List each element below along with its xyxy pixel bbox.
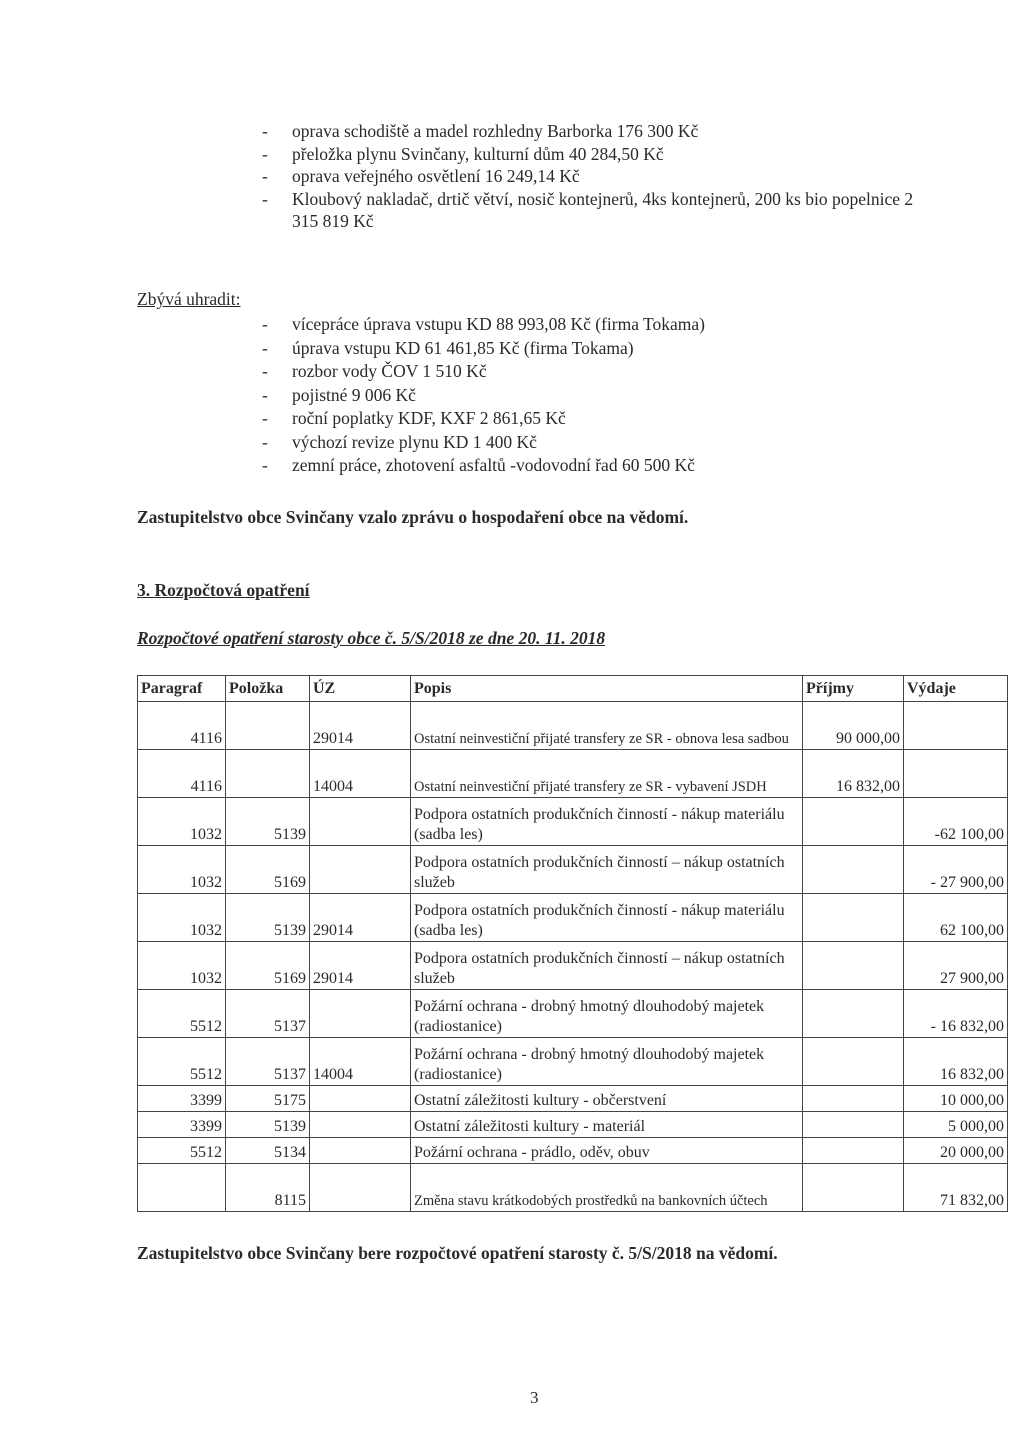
section-subtitle: Rozpočtové opatření starosty obce č. 5/S/2018 ze dne 20. 11. 2018 xyxy=(137,628,606,648)
cell-vydaje: - 27 900,00 xyxy=(904,846,1008,894)
table-row xyxy=(138,894,1008,942)
cell-vydaje xyxy=(904,702,1008,750)
cell-popis: Podpora ostatních produkčních činností - nákup materiálu (sadba les) xyxy=(411,894,803,942)
cell-vydaje: 20 000,00 xyxy=(904,1138,1008,1164)
cell-paragraf: 5512 xyxy=(138,990,226,1038)
cell-uz xyxy=(310,1086,411,1112)
cell-paragraf: 4116 xyxy=(138,750,226,798)
cell-prijmy xyxy=(803,1086,904,1112)
cell-popis: Požární ochrana - drobný hmotný dlouhodobý majetek (radiostanice) xyxy=(411,990,803,1038)
list-item: - oprava schodiště a madel rozhledny Barborka 176 300 Kč xyxy=(262,120,922,143)
remaining-label: Zbývá uhradit: xyxy=(137,289,241,309)
council-note: Zastupitelstvo obce Svinčany bere rozpočtové opatření starosty č. 5/S/2018 na vědomí. xyxy=(137,1243,778,1263)
table-row xyxy=(138,1164,1008,1212)
cell-uz: 29014 xyxy=(310,894,411,942)
section-title: 3. Rozpočtová opatření xyxy=(137,580,310,600)
cell-polozka: 8115 xyxy=(226,1164,310,1212)
council-note: Zastupitelstvo obce Svinčany vzalo zprávu o hospodaření obce na vědomí. xyxy=(137,507,689,527)
table-row xyxy=(138,990,1008,1038)
list-item: - výchozí revize plynu KD 1 400 Kč xyxy=(262,431,902,455)
list-item: - oprava veřejného osvětlení 16 249,14 Kč xyxy=(262,165,922,188)
expense-list xyxy=(262,120,922,233)
cell-prijmy xyxy=(803,1038,904,1086)
cell-paragraf: 1032 xyxy=(138,894,226,942)
cell-popis: Požární ochrana - prádlo, oděv, obuv xyxy=(411,1138,803,1164)
budget-table xyxy=(137,675,1008,1212)
cell-uz xyxy=(310,846,411,894)
table-header-row xyxy=(138,676,1008,702)
cell-prijmy xyxy=(803,1164,904,1212)
cell-paragraf: 5512 xyxy=(138,1138,226,1164)
cell-uz xyxy=(310,990,411,1038)
cell-uz: 29014 xyxy=(310,702,411,750)
cell-polozka: 5139 xyxy=(226,894,310,942)
cell-prijmy xyxy=(803,1112,904,1138)
cell-paragraf: 3399 xyxy=(138,1112,226,1138)
cell-paragraf: 1032 xyxy=(138,942,226,990)
table-row xyxy=(138,702,1008,750)
table-row xyxy=(138,846,1008,894)
cell-popis: Ostatní neinvestiční přijaté transfery ze SR - obnova lesa sadbou xyxy=(411,702,803,750)
list-item: - pojistné 9 006 Kč xyxy=(262,384,902,408)
cell-paragraf: 1032 xyxy=(138,846,226,894)
cell-vydaje: -62 100,00 xyxy=(904,798,1008,846)
cell-polozka xyxy=(226,702,310,750)
table-row xyxy=(138,1112,1008,1138)
cell-polozka: 5175 xyxy=(226,1086,310,1112)
cell-polozka: 5169 xyxy=(226,846,310,894)
cell-polozka: 5137 xyxy=(226,990,310,1038)
cell-popis: Požární ochrana - drobný hmotný dlouhodobý majetek (radiostanice) xyxy=(411,1038,803,1086)
list-item: - zemní práce, zhotovení asfaltů -vodovodní řad 60 500 Kč xyxy=(262,454,902,478)
cell-polozka: 5139 xyxy=(226,798,310,846)
cell-vydaje: 5 000,00 xyxy=(904,1112,1008,1138)
cell-polozka: 5134 xyxy=(226,1138,310,1164)
table-row xyxy=(138,1086,1008,1112)
cell-polozka xyxy=(226,750,310,798)
remaining-list xyxy=(262,313,902,478)
cell-popis: Podpora ostatních produkčních činností – nákup ostatních služeb xyxy=(411,846,803,894)
table-row xyxy=(138,1138,1008,1164)
cell-uz xyxy=(310,1138,411,1164)
list-item: - úprava vstupu KD 61 461,85 Kč (firma Tokama) xyxy=(262,337,902,361)
cell-polozka: 5139 xyxy=(226,1112,310,1138)
cell-prijmy: 16 832,00 xyxy=(803,750,904,798)
header-polozka: Položka xyxy=(226,676,310,702)
cell-prijmy xyxy=(803,798,904,846)
cell-uz: 14004 xyxy=(310,1038,411,1086)
list-item: - vícepráce úprava vstupu KD 88 993,08 Kč (firma Tokama) xyxy=(262,313,902,337)
cell-uz xyxy=(310,798,411,846)
page-number: 3 xyxy=(530,1388,539,1407)
cell-vydaje: 16 832,00 xyxy=(904,1038,1008,1086)
cell-uz: 14004 xyxy=(310,750,411,798)
cell-vydaje: 71 832,00 xyxy=(904,1164,1008,1212)
cell-vydaje: 27 900,00 xyxy=(904,942,1008,990)
cell-vydaje: 10 000,00 xyxy=(904,1086,1008,1112)
cell-polozka: 5169 xyxy=(226,942,310,990)
cell-popis: Ostatní neinvestiční přijaté transfery ze SR - vybavení JSDH xyxy=(411,750,803,798)
cell-vydaje: 62 100,00 xyxy=(904,894,1008,942)
cell-paragraf: 3399 xyxy=(138,1086,226,1112)
list-item: - Kloubový nakladač, drtič větví, nosič kontejnerů, 4ks kontejnerů, 200 ks bio popelnice 2 315 819 Kč xyxy=(262,188,922,233)
header-paragraf: Paragraf xyxy=(138,676,226,702)
cell-uz xyxy=(310,1112,411,1138)
cell-paragraf: 1032 xyxy=(138,798,226,846)
cell-prijmy xyxy=(803,894,904,942)
table-row xyxy=(138,798,1008,846)
header-popis: Popis xyxy=(411,676,803,702)
list-item: - roční poplatky KDF, KXF 2 861,65 Kč xyxy=(262,407,902,431)
cell-prijmy xyxy=(803,942,904,990)
table-row xyxy=(138,1038,1008,1086)
cell-popis: Ostatní záležitosti kultury - materiál xyxy=(411,1112,803,1138)
cell-prijmy xyxy=(803,846,904,894)
cell-vydaje xyxy=(904,750,1008,798)
header-prijmy: Příjmy xyxy=(803,676,904,702)
cell-uz: 29014 xyxy=(310,942,411,990)
cell-popis: Podpora ostatních produkčních činností - nákup materiálu (sadba les) xyxy=(411,798,803,846)
cell-prijmy: 90 000,00 xyxy=(803,702,904,750)
cell-paragraf: 4116 xyxy=(138,702,226,750)
table-row xyxy=(138,942,1008,990)
cell-popis: Změna stavu krátkodobých prostředků na bankovních účtech xyxy=(411,1164,803,1212)
cell-paragraf: 5512 xyxy=(138,1038,226,1086)
cell-uz xyxy=(310,1164,411,1212)
list-item: - přeložka plynu Svinčany, kulturní dům 40 284,50 Kč xyxy=(262,143,922,166)
cell-popis: Podpora ostatních produkčních činností – nákup ostatních služeb xyxy=(411,942,803,990)
table-row xyxy=(138,750,1008,798)
cell-popis: Ostatní záležitosti kultury - občerstvení xyxy=(411,1086,803,1112)
cell-vydaje: - 16 832,00 xyxy=(904,990,1008,1038)
cell-prijmy xyxy=(803,1138,904,1164)
header-vydaje: Výdaje xyxy=(904,676,1008,702)
list-item: - rozbor vody ČOV 1 510 Kč xyxy=(262,360,902,384)
cell-polozka: 5137 xyxy=(226,1038,310,1086)
cell-prijmy xyxy=(803,990,904,1038)
header-uz: ÚZ xyxy=(310,676,411,702)
cell-paragraf xyxy=(138,1164,226,1212)
